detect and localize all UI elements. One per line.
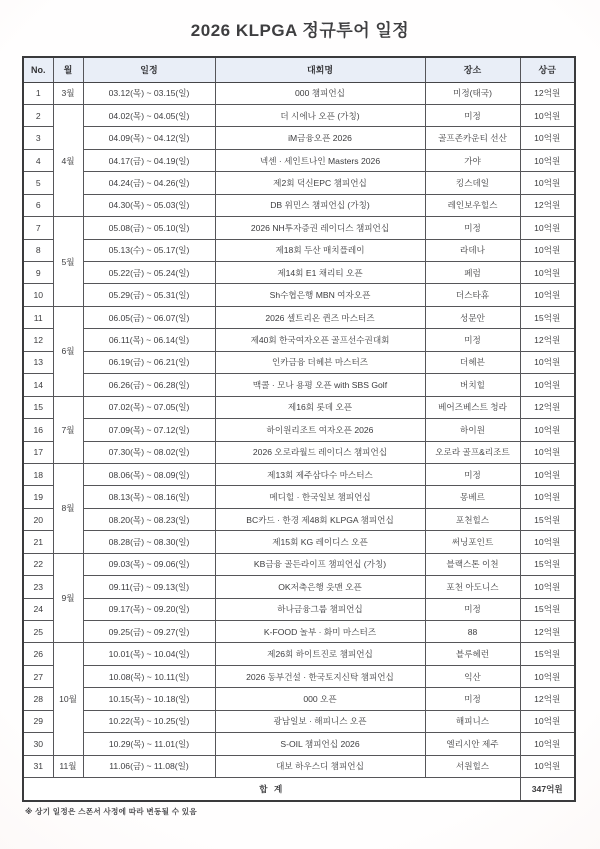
no-cell: 6 <box>23 194 53 216</box>
tournament-cell: 2026 셀트리온 퀸즈 마스터즈 <box>215 306 425 328</box>
dates-cell: 09.11(금) ~ 09.13(일) <box>83 576 215 598</box>
venue-cell: 미정 <box>425 329 520 351</box>
dates-cell: 08.28(금) ~ 08.30(일) <box>83 531 215 553</box>
dates-cell: 04.24(금) ~ 04.26(일) <box>83 172 215 194</box>
venue-cell: 레인보우힐스 <box>425 194 520 216</box>
no-cell: 21 <box>23 531 53 553</box>
month-cell: 7월 <box>53 396 83 463</box>
dates-cell: 10.29(목) ~ 11.01(일) <box>83 733 215 755</box>
no-cell: 16 <box>23 419 53 441</box>
table-row <box>23 710 575 732</box>
tournament-cell: 넥센 · 세인트나인 Masters 2026 <box>215 149 425 171</box>
dates-cell: 11.06(금) ~ 11.08(일) <box>83 755 215 777</box>
total-row <box>23 778 575 801</box>
column-header-month: 월 <box>53 57 83 82</box>
table-row <box>23 104 575 126</box>
dates-cell: 04.02(목) ~ 04.05(일) <box>83 104 215 126</box>
no-cell: 28 <box>23 688 53 710</box>
table-row <box>23 508 575 530</box>
prize-cell: 10억원 <box>520 755 575 777</box>
no-cell: 24 <box>23 598 53 620</box>
venue-cell: 미정(태국) <box>425 82 520 104</box>
prize-cell: 10억원 <box>520 127 575 149</box>
footnote: ※ 상기 일정은 스폰서 사정에 따라 변동될 수 있음 <box>25 807 198 816</box>
venue-cell: 포천힐스 <box>425 508 520 530</box>
venue-cell: 블루헤런 <box>425 643 520 665</box>
table-row <box>23 419 575 441</box>
no-cell: 18 <box>23 463 53 485</box>
tournament-cell: 대보 하우스디 챔피언십 <box>215 755 425 777</box>
table-row <box>23 262 575 284</box>
venue-cell: 미정 <box>425 217 520 239</box>
venue-cell: 오로라 골프&리조트 <box>425 441 520 463</box>
prize-cell: 15억원 <box>520 508 575 530</box>
table-row <box>23 463 575 485</box>
venue-cell: 더스타휴 <box>425 284 520 306</box>
venue-cell: 포천 아도니스 <box>425 576 520 598</box>
dates-cell: 05.29(금) ~ 05.31(일) <box>83 284 215 306</box>
tournament-cell: iM금융오픈 2026 <box>215 127 425 149</box>
dates-cell: 07.30(목) ~ 08.02(일) <box>83 441 215 463</box>
prize-cell: 12억원 <box>520 194 575 216</box>
dates-cell: 09.03(목) ~ 09.06(일) <box>83 553 215 575</box>
table-row <box>23 351 575 373</box>
tournament-cell: 인카금융 더헤븐 마스터즈 <box>215 351 425 373</box>
no-cell: 14 <box>23 374 53 396</box>
no-cell: 22 <box>23 553 53 575</box>
venue-cell: 페럼 <box>425 262 520 284</box>
tournament-cell: Sh수협은행 MBN 여자오픈 <box>215 284 425 306</box>
dates-cell: 06.26(금) ~ 06.28(일) <box>83 374 215 396</box>
dates-cell: 10.22(목) ~ 10.25(일) <box>83 710 215 732</box>
prize-cell: 10억원 <box>520 441 575 463</box>
no-cell: 31 <box>23 755 53 777</box>
venue-cell: 서원힐스 <box>425 755 520 777</box>
venue-cell: 킹스데일 <box>425 172 520 194</box>
table-row <box>23 194 575 216</box>
no-cell: 25 <box>23 621 53 643</box>
prize-cell: 12억원 <box>520 621 575 643</box>
table-row <box>23 374 575 396</box>
prize-cell: 10억원 <box>520 733 575 755</box>
venue-cell: 엘리시안 제주 <box>425 733 520 755</box>
table-row <box>23 441 575 463</box>
table-row <box>23 598 575 620</box>
venue-cell: 미정 <box>425 688 520 710</box>
schedule-table-body <box>23 82 575 778</box>
tournament-cell: 2026 동부건설 · 한국토지신탁 챔피언십 <box>215 665 425 687</box>
table-row <box>23 553 575 575</box>
tournament-cell: 2026 NH투자증권 레이디스 챔피언십 <box>215 217 425 239</box>
prize-cell: 10억원 <box>520 351 575 373</box>
no-cell: 9 <box>23 262 53 284</box>
no-cell: 13 <box>23 351 53 373</box>
dates-cell: 07.09(목) ~ 07.12(일) <box>83 419 215 441</box>
dates-cell: 08.06(목) ~ 08.09(일) <box>83 463 215 485</box>
dates-cell: 05.22(금) ~ 05.24(일) <box>83 262 215 284</box>
prize-cell: 10억원 <box>520 576 575 598</box>
prize-cell: 12억원 <box>520 688 575 710</box>
tournament-cell: 000 챔피언십 <box>215 82 425 104</box>
table-row <box>23 733 575 755</box>
tournament-cell: 000 오픈 <box>215 688 425 710</box>
tournament-cell: 2026 오로라월드 레이디스 챔피언십 <box>215 441 425 463</box>
header-row <box>23 57 575 82</box>
no-cell: 11 <box>23 306 53 328</box>
no-cell: 23 <box>23 576 53 598</box>
tournament-cell: S-OIL 챔피언십 2026 <box>215 733 425 755</box>
dates-cell: 06.11(목) ~ 06.14(일) <box>83 329 215 351</box>
no-cell: 17 <box>23 441 53 463</box>
prize-cell: 15억원 <box>520 598 575 620</box>
tournament-cell: DB 위민스 챔피언십 (가칭) <box>215 194 425 216</box>
tournament-cell: 제16회 롯데 오픈 <box>215 396 425 418</box>
dates-cell: 05.13(수) ~ 05.17(일) <box>83 239 215 261</box>
venue-cell: 라데나 <box>425 239 520 261</box>
dates-cell: 03.12(목) ~ 03.15(일) <box>83 82 215 104</box>
venue-cell: 베어즈베스트 청라 <box>425 396 520 418</box>
dates-cell: 04.30(목) ~ 05.03(일) <box>83 194 215 216</box>
month-cell: 5월 <box>53 217 83 307</box>
venue-cell: 버치힐 <box>425 374 520 396</box>
venue-cell: 가야 <box>425 149 520 171</box>
dates-cell: 08.20(목) ~ 08.23(일) <box>83 508 215 530</box>
no-cell: 8 <box>23 239 53 261</box>
month-cell: 9월 <box>53 553 83 643</box>
venue-cell: 미정 <box>425 104 520 126</box>
dates-cell: 07.02(목) ~ 07.05(일) <box>83 396 215 418</box>
month-cell: 11월 <box>53 755 83 777</box>
no-cell: 26 <box>23 643 53 665</box>
table-row <box>23 82 575 104</box>
dates-cell: 05.08(금) ~ 05.10(일) <box>83 217 215 239</box>
prize-cell: 15억원 <box>520 643 575 665</box>
page-title: 2026 KLPGA 정규투어 일정 <box>190 21 410 40</box>
column-header-prize: 상금 <box>520 57 575 82</box>
dates-cell: 09.17(목) ~ 09.20(일) <box>83 598 215 620</box>
tournament-cell: 더 시에나 오픈 (가칭) <box>215 104 425 126</box>
column-header-no: No. <box>23 57 53 82</box>
tournament-cell: 제15회 KG 레이디스 오픈 <box>215 531 425 553</box>
schedule-table <box>22 56 576 802</box>
no-cell: 12 <box>23 329 53 351</box>
table-row <box>23 531 575 553</box>
table-row <box>23 755 575 777</box>
venue-cell: 성문안 <box>425 306 520 328</box>
tournament-cell: 제26회 하이트진로 챔피언십 <box>215 643 425 665</box>
prize-cell: 10억원 <box>520 217 575 239</box>
table-row <box>23 127 575 149</box>
dates-cell: 09.25(금) ~ 09.27(일) <box>83 621 215 643</box>
venue-cell: 미정 <box>425 598 520 620</box>
tournament-cell: 하이원리조트 여자오픈 2026 <box>215 419 425 441</box>
venue-cell: 하이원 <box>425 419 520 441</box>
tournament-cell: 제40회 한국여자오픈 골프선수권대회 <box>215 329 425 351</box>
no-cell: 19 <box>23 486 53 508</box>
tournament-cell: 메디힐 · 한국일보 챔피언십 <box>215 486 425 508</box>
tournament-cell: K-FOOD 놀부 · 화미 마스터즈 <box>215 621 425 643</box>
venue-cell: 몽베르 <box>425 486 520 508</box>
prize-cell: 10억원 <box>520 486 575 508</box>
prize-cell: 10억원 <box>520 710 575 732</box>
dates-cell: 04.09(목) ~ 04.12(일) <box>83 127 215 149</box>
no-cell: 20 <box>23 508 53 530</box>
tournament-cell: 제14회 E1 채리티 오픈 <box>215 262 425 284</box>
tournament-cell: BC카드 · 한경 제48회 KLPGA 챔피언십 <box>215 508 425 530</box>
no-cell: 29 <box>23 710 53 732</box>
prize-cell: 10억원 <box>520 419 575 441</box>
prize-cell: 10억원 <box>520 262 575 284</box>
prize-cell: 15억원 <box>520 553 575 575</box>
prize-cell: 10억원 <box>520 463 575 485</box>
venue-cell: 미정 <box>425 463 520 485</box>
table-row <box>23 217 575 239</box>
dates-cell: 10.01(목) ~ 10.04(일) <box>83 643 215 665</box>
prize-cell: 10억원 <box>520 239 575 261</box>
prize-cell: 10억원 <box>520 665 575 687</box>
table-row <box>23 486 575 508</box>
no-cell: 30 <box>23 733 53 755</box>
venue-cell: 골프존카운티 선산 <box>425 127 520 149</box>
total-label: 합 계 <box>23 778 520 801</box>
prize-cell: 10억원 <box>520 284 575 306</box>
table-row <box>23 665 575 687</box>
column-header-dates: 일정 <box>83 57 215 82</box>
table-row <box>23 576 575 598</box>
no-cell: 3 <box>23 127 53 149</box>
table-row <box>23 149 575 171</box>
prize-cell: 10억원 <box>520 172 575 194</box>
month-cell: 6월 <box>53 306 83 396</box>
prize-cell: 10억원 <box>520 531 575 553</box>
no-cell: 5 <box>23 172 53 194</box>
tournament-cell: KB금융 골든라이프 챔피언십 (가칭) <box>215 553 425 575</box>
venue-cell: 해피니스 <box>425 710 520 732</box>
table-row <box>23 643 575 665</box>
tournament-cell: 제13회 제주삼다수 마스터스 <box>215 463 425 485</box>
table-row <box>23 306 575 328</box>
no-cell: 10 <box>23 284 53 306</box>
column-header-tournament: 대회명 <box>215 57 425 82</box>
venue-cell: 88 <box>425 621 520 643</box>
venue-cell: 써닝포인트 <box>425 531 520 553</box>
tournament-cell: OK저축은행 읏맨 오픈 <box>215 576 425 598</box>
column-header-venue: 장소 <box>425 57 520 82</box>
prize-cell: 10억원 <box>520 104 575 126</box>
no-cell: 1 <box>23 82 53 104</box>
month-cell: 3월 <box>53 82 83 104</box>
dates-cell: 06.05(금) ~ 06.07(일) <box>83 306 215 328</box>
table-row <box>23 396 575 418</box>
table-row <box>23 172 575 194</box>
table-row <box>23 688 575 710</box>
table-row <box>23 621 575 643</box>
prize-cell: 12억원 <box>520 329 575 351</box>
no-cell: 2 <box>23 104 53 126</box>
table-row <box>23 239 575 261</box>
dates-cell: 10.08(목) ~ 10.11(일) <box>83 665 215 687</box>
tournament-cell: 하나금융그룹 챔피언십 <box>215 598 425 620</box>
venue-cell: 블랙스톤 이천 <box>425 553 520 575</box>
no-cell: 15 <box>23 396 53 418</box>
tournament-cell: 광남일보 · 해피니스 오픈 <box>215 710 425 732</box>
prize-cell: 15억원 <box>520 306 575 328</box>
table-row <box>23 329 575 351</box>
venue-cell: 익산 <box>425 665 520 687</box>
tournament-cell: 제18회 두산 매치플레이 <box>215 239 425 261</box>
tournament-cell: 맥콜 · 모나 용평 오픈 with SBS Golf <box>215 374 425 396</box>
dates-cell: 08.13(목) ~ 08.16(일) <box>83 486 215 508</box>
prize-cell: 12억원 <box>520 396 575 418</box>
month-cell: 8월 <box>53 463 83 553</box>
dates-cell: 06.19(금) ~ 06.21(일) <box>83 351 215 373</box>
prize-cell: 10억원 <box>520 374 575 396</box>
no-cell: 7 <box>23 217 53 239</box>
table-row <box>23 284 575 306</box>
prize-cell: 10억원 <box>520 149 575 171</box>
dates-cell: 04.17(금) ~ 04.19(일) <box>83 149 215 171</box>
no-cell: 4 <box>23 149 53 171</box>
venue-cell: 더헤븐 <box>425 351 520 373</box>
month-cell: 4월 <box>53 104 83 216</box>
prize-cell: 12억원 <box>520 82 575 104</box>
total-prize: 347억원 <box>520 778 575 801</box>
tournament-cell: 제2회 덕신EPC 챔피언십 <box>215 172 425 194</box>
month-cell: 10월 <box>53 643 83 755</box>
dates-cell: 10.15(목) ~ 10.18(일) <box>83 688 215 710</box>
no-cell: 27 <box>23 665 53 687</box>
